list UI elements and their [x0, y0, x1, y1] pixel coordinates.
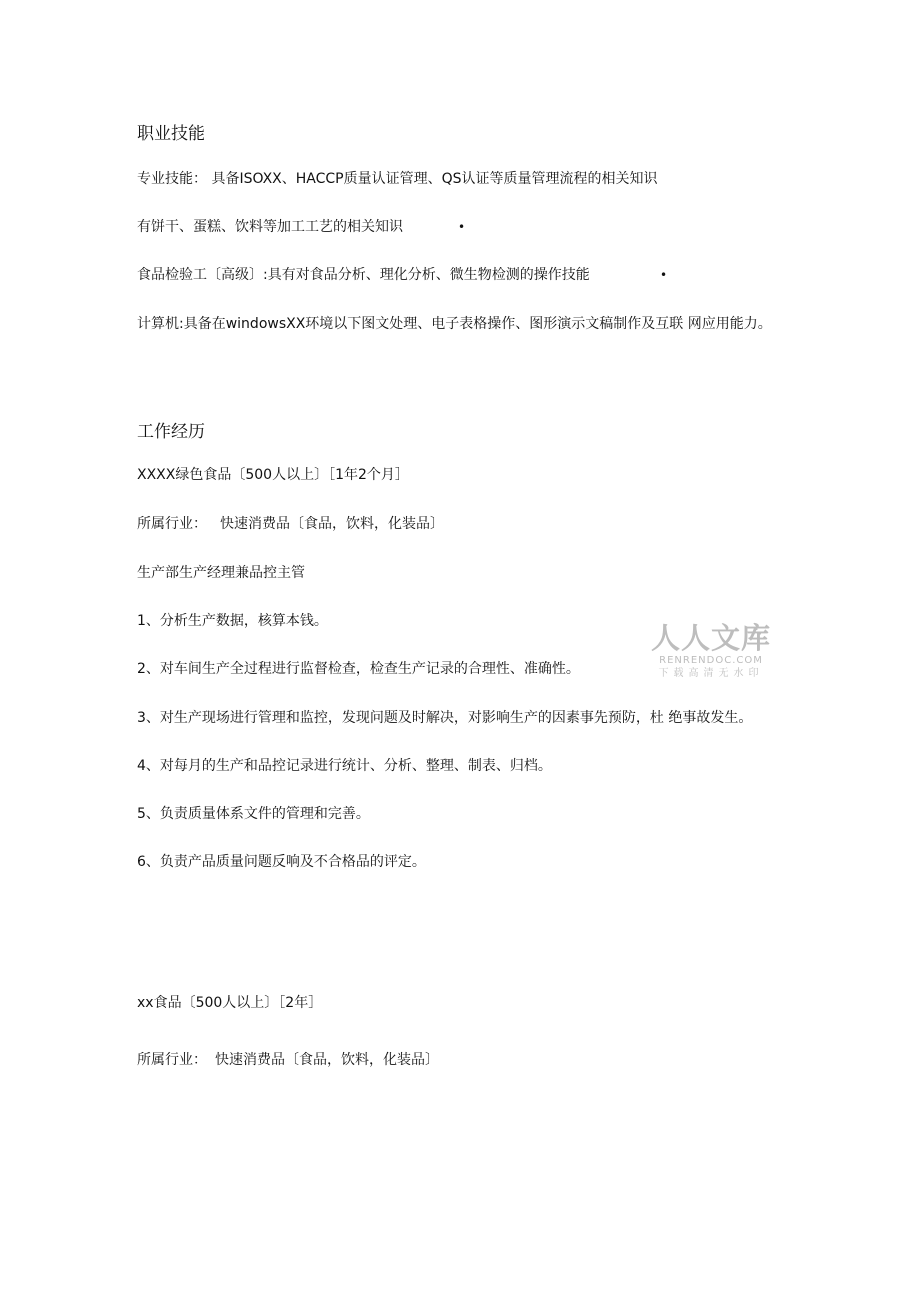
job2-company: xx食品〔500人以上〕［2年］: [137, 995, 323, 1011]
skills-heading: 职业技能: [137, 124, 205, 144]
skills-line-inspector: 食品检验工〔高级〕:具有对食品分析、理化分析、微生物检测的操作技能: [137, 267, 590, 283]
job2-industry: [137, 1051, 439, 1069]
bullet-marker: •: [458, 220, 466, 234]
industry-value: 快速消费品〔食品，饮料，化装品〕: [220, 516, 444, 532]
industry-label: 所属行业：: [137, 1052, 207, 1068]
job1-duty: 4、对每月的生产和品控记录进行统计、分析、整理、制表、归档。: [137, 758, 552, 774]
skills-line-process: 有饼干、蛋糕、饮料等加工工艺的相关知识: [137, 219, 403, 235]
industry-value: 快速消费品〔食品，饮料，化装品〕: [215, 1052, 439, 1068]
work-heading: 工作经历: [137, 422, 205, 442]
job1-duty: 3、对生产现场进行管理和监控，发现问题及时解决，对影响生产的因素事先预防，杜 绝事故发生。: [137, 710, 753, 726]
skills-line-professional: 专业技能： 具备ISOXX、HACCP质量认证管理、QS认证等质量管理流程的相关知识: [137, 171, 658, 187]
watermark-main: 人人文库: [650, 621, 771, 655]
job1-duty: 2、对车间生产全过程进行监督检查，检查生产记录的合理性、准确性。: [137, 661, 580, 677]
job1-company: XXXX绿色食品〔500人以上〕［1年2个月］: [137, 467, 409, 483]
job1-position: 生产部生产经理兼品控主管: [137, 565, 305, 581]
bullet-marker: •: [660, 268, 668, 282]
skills-line-computer: 计算机:具备在windowsXX环境以下图文处理、电子表格操作、图形演示文稿制作及互联 网应用能力。: [137, 316, 772, 332]
job1-industry: [137, 515, 444, 533]
job1-duty: 1、分析生产数据，核算本钱。: [137, 613, 328, 629]
job1-duty: 6、负责产品质量问题反响及不合格品的评定。: [137, 854, 426, 870]
job1-duty: 5、负责质量体系文件的管理和完善。: [137, 806, 370, 822]
watermark-logo: [646, 622, 776, 680]
industry-label: 所属行业：: [137, 516, 207, 532]
watermark-tagline: 下载高清无水印: [658, 668, 764, 679]
watermark-domain: RENRENDOC.COM: [659, 655, 763, 666]
